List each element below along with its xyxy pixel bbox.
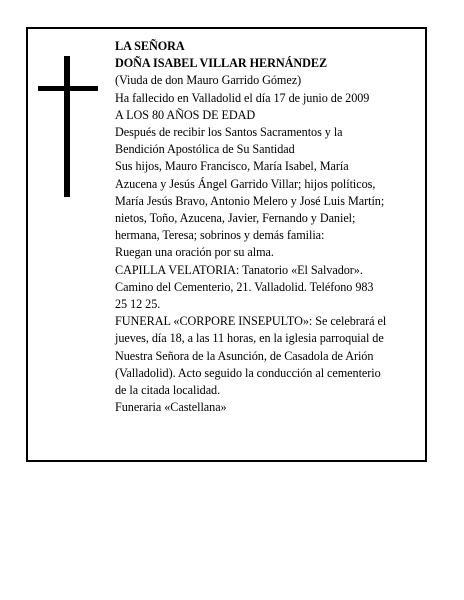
funeral-line: FUNERAL «CORPORE INSEPULTO»: Se celebrará el (115, 314, 387, 329)
funeral-home-line: Funeraria «Castellana» (115, 400, 227, 415)
funeral-line: (Valladolid). Acto seguido la conducción al cementerio (115, 365, 381, 380)
funeral-line: jueves, día 18, a las 11 horas, en la iglesia parroquial de (115, 331, 384, 346)
prayer-line: Ruegan una oración por su alma. (115, 245, 274, 260)
family-line: María Jesús Bravo, Antonio Melero y José Luis Martín; (115, 193, 385, 208)
widow-line: (Viuda de don Mauro Garrido Gómez) (115, 73, 302, 88)
family-line: hermana, Teresa; sobrinos y demás familia: (115, 228, 325, 243)
family-line: nietos, Toño, Azucena, Javier, Fernando y Daniel; (115, 211, 356, 226)
funeral-line: de la citada localidad. (115, 383, 221, 398)
age-line: A LOS 80 AÑOS DE EDAD (115, 107, 256, 122)
sacraments-line: Después de recibir los Santos Sacramentos y la (115, 125, 343, 140)
sacraments-line: Bendición Apostólica de Su Santidad (115, 142, 295, 157)
cross-icon-crossbar (38, 86, 98, 91)
chapel-line: CAPILLA VELATORIA: Tanatorio «El Salvador». (115, 262, 363, 277)
chapel-line: Camino del Cementerio, 21. Valladolid. Teléfono 983 (115, 279, 374, 294)
funeral-line: Nuestra Señora de la Asunción, de Casadola de Arión (115, 348, 374, 363)
deceased-name: DOÑA ISABEL VILLAR HERNÁNDEZ (115, 56, 328, 71)
title-line: LA SEÑORA (115, 39, 185, 53)
death-date-line: Ha fallecido en Valladolid el día 17 de junio de 2009 (115, 90, 370, 105)
family-line: Azucena y Jesús Ángel Garrido Villar; hijos políticos, (115, 176, 376, 191)
cross-icon (64, 56, 70, 197)
chapel-line: 25 12 25. (115, 297, 161, 312)
obituary-text (115, 38, 425, 416)
family-line: Sus hijos, Mauro Francisco, María Isabel, María (115, 159, 349, 174)
